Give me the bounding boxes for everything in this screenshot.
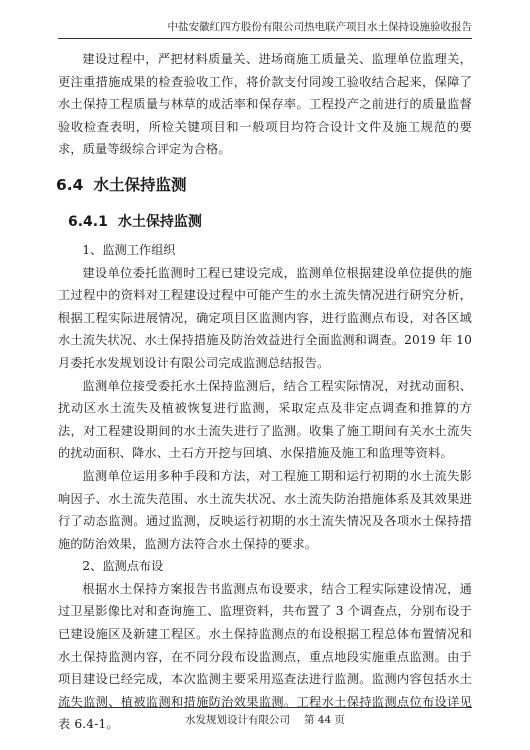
paragraph-quality-control: 建设过程中，严把材料质量关、进场商施工质量关、监理单位监理关，更注重措施成果的检查验收工作，将价款支付同竣工验收结合起来，保障了水土保持工程质量与林草的成活率和保存率。工程投产之前进行的质量监督验收检查表明，所检关键项目和一般项目均符合设计文件及施工规范的要求，质量等级综合评定为合格。	[58, 52, 472, 157]
header-divider	[58, 38, 472, 39]
item-heading-monitoring-organization: 1、监测工作组织	[82, 242, 176, 257]
item-heading-monitoring-points: 2、监测点布设	[82, 559, 164, 574]
subsection-heading	[68, 207, 472, 237]
section-title: 水土保持监测	[93, 175, 187, 194]
section-heading	[56, 167, 472, 203]
footer-divider	[58, 707, 472, 708]
page-footer	[0, 711, 530, 729]
subsection-title: 水土保持监测	[117, 213, 202, 230]
subsection-number: 6.4.1	[68, 213, 108, 230]
paragraph-commission: 建设单位委托监测时工程已建设完成，监测单位根据建设单位提供的施工过程中的资料对工程建设过程中可能产生的水土流失情况进行研究分析，根据工程实际进展情况，确定项目区监测内容，进行监测点布设，对各区域水土流失状况、水土保持措施及防治效益进行全面监测和调查。2019 年 10 月委托水发规划设计有限公司完成监测总结报告。	[58, 265, 472, 370]
footer-organization: 水发规划设计有限公司	[184, 714, 290, 726]
paragraph-monitoring-content: 监测单位接受委托水土保持监测后，结合工程实际情况，对扰动面积、扰动区水土流失及植被恢复进行监测，采取定点及非定点调查和推算的方法，对工程建设期间的水土流失进行了监测。收集了施工期间有关水土流失的扰动面积、降水、土石方开挖与回填、水保措施及施工和监理等资料。	[58, 378, 472, 461]
page-header	[58, 18, 472, 36]
paragraph-monitoring-methods: 监测单位运用多种手段和方法，对工程施工期和运行初期的水土流失影响因子、水土流失范围、水土流失状况、水土流失防治措施体系及其效果进行了动态监测。通过监测，反映运行初期的水土流失情况及各项水土保持措施的防治效果，监测方法符合水土保持的要求。	[58, 468, 472, 551]
page-body	[58, 48, 472, 736]
header-title: 中盐安徽红四方股份有限公司热电联产项目水土保持设施验收报告	[167, 21, 472, 33]
section-number: 6.4	[56, 175, 84, 194]
page-number: 第 44 页	[303, 714, 346, 726]
paragraph-monitoring-points: 根据水土保持方案报告书监测点布设要求，结合工程实际建设情况，通过卫星影像比对和查询施工、监理资料，共布置了 3 个调查点，分别布设于已建设施区及新建工程区。水土保持监测点的布设根据工程总体布置情况和水土保持监测内容，在不同分段布设监测点，重点地段实施重点监测。由于项目建设已经完成，本次监测主要采用巡查法进行监测。监测内容包括水土流失监测、植被监测和措施防治效果监测。工程水土保持监测点位布设详见表 6.4-1。	[58, 581, 472, 732]
